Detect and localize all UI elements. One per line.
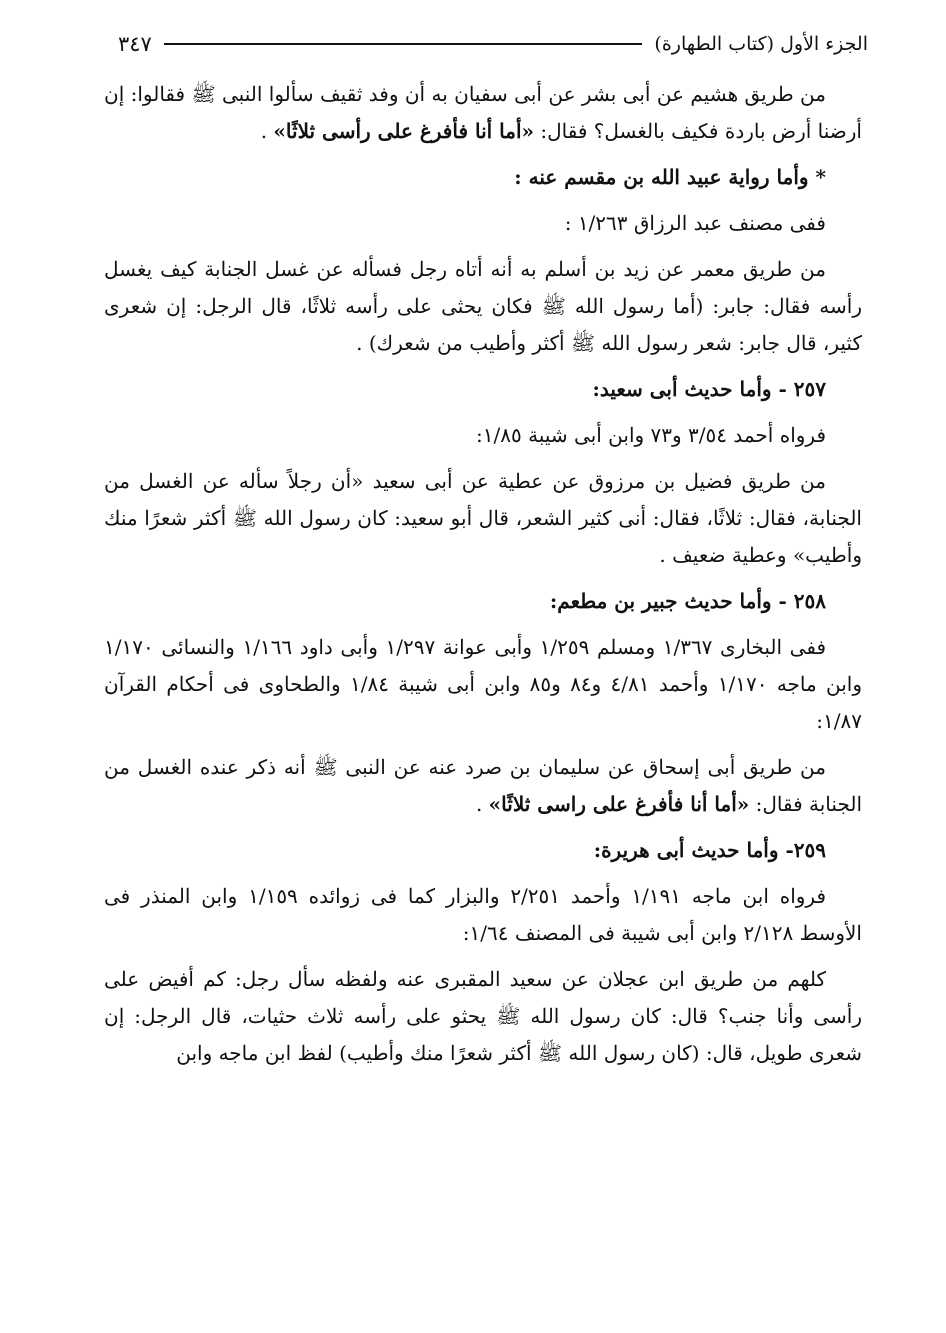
paragraph: ففى البخارى ١/٣٦٧ ومسلم ١/٢٥٩ وأبى عوانة ١/٢٩٧ وأبى داود ١/١٦٦ والنسائى ١/١٧٠ وابن ماجه ١/١٧٠ وأحمد ٤/٨١ و٨٤ و٨٥ وابن أبى شيبة ١/٨٤ والطحاوى فى أحكام القرآن ١/٨٧: <box>104 635 863 733</box>
section-heading: ٢٥٩- وأما حديث أبى هريرة: <box>593 838 826 862</box>
paragraph: ففى مصنف عبد الرزاق ١/٢٦٣ : <box>564 211 826 235</box>
section-heading: ٢٥٨ - وأما حديث جبير بن مطعم: <box>549 589 826 613</box>
paragraph: فرواه ابن ماجه ١/١٩١ وأحمد ٢/٢٥١ والبزار كما فى زوائده ١/١٥٩ وابن المنذر فى الأوسط ٢/١٢٨ وابن أبى شيبة فى المصنف ١/٦٤: <box>104 884 862 945</box>
section-heading: * وأما رواية عبيد الله بن مقسم عنه : <box>514 165 826 189</box>
page-header <box>118 26 868 62</box>
paragraph: فرواه أحمد ٣/٥٤ و٧٣ وابن أبى شيبة ١/٨٥: <box>476 423 826 447</box>
paragraph: من طريق معمر عن زيد بن أسلم به أنه أتاه رجل فسأله عن غسل الجنابة كيف يغسل رأسه فقال: جابر: (أما رسول الله ﷺ فكان يحثى على رأسه ثلاثًا، قال الرجل: إن شعرى كثير، قال جابر: شعر رسول الله ﷺ أكثر وأطيب من شعرك) . <box>104 257 862 355</box>
header-rule <box>164 43 643 45</box>
paragraph: من طريق فضيل بن مرزوق عن عطية عن أبى سعيد «أن رجلاً سأله عن الغسل من الجنابة، فقال: ثلاثًا، فقال: أنى كثير الشعر، قال أبو سعيد: كان رسول الله ﷺ أكثر شعرًا منك وأطيب» وعطية ضعيف . <box>104 469 862 567</box>
paragraph: كلهم من طريق ابن عجلان عن سعيد المقبرى عنه ولفظه سأل رجل: كم أفيض على رأسى وأنا جنب؟ قال: كان رسول الله ﷺ يحثو على رأسه ثلاث حثيات، قال الرجل: إن شعرى طويل، قال: (كان رسول الله ﷺ أكثر شعرًا منك وأطيب) لفظ ابن ماجه وابن <box>104 967 862 1065</box>
section-heading: ٢٥٧ - وأما حديث أبى سعيد: <box>592 377 826 401</box>
paragraph: من طريق هشيم عن أبى بشر عن أبى سفيان به أن وفد ثقيف سألوا النبى ﷺ فقالوا: إن أرضنا أرض باردة فكيف بالغسل؟ فقال: «أما أنا فأفرغ على رأسى ثلاثًا» . <box>104 82 862 143</box>
paragraph: من طريق أبى إسحاق عن سليمان بن صرد عنه عن النبى ﷺ أنه ذكر عنده الغسل من الجنابة فقال: «أما أنا فأفرغ على راسى ثلاثًا» . <box>104 755 862 816</box>
running-title: الجزء الأول (كتاب الطهارة) <box>654 33 868 55</box>
page-number: ٣٤٧ <box>118 32 152 56</box>
page-body <box>104 76 862 1081</box>
